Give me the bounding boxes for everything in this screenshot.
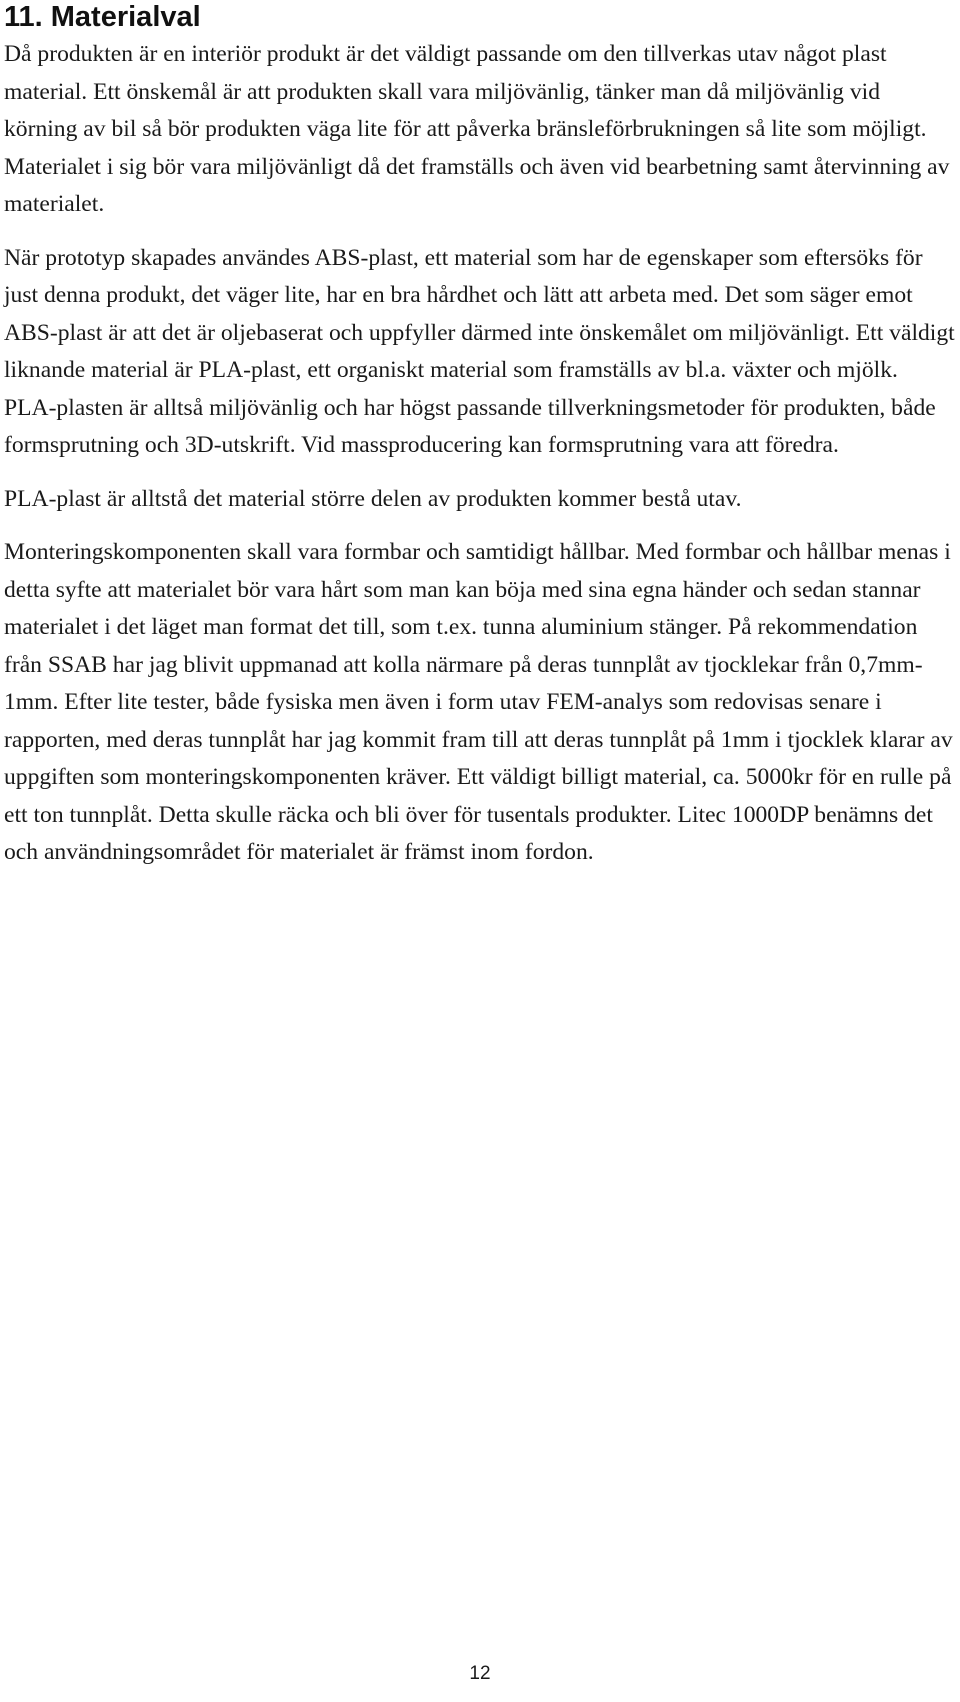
paragraph-materialval-intro: Då produkten är en interiör produkt är det väldigt passande om den tillverkas utav något plast material. Ett önskemål är att produkten skall vara miljövänlig, tänker man då miljövänlig vid körning av bil så bör produkten väga lite för att påverka bränsleförbrukningen så lite som möjligt. Materialet i sig bör vara miljövänligt då det framställs och även vid bearbetning samt återvinning av materialet. (4, 41, 950, 217)
paragraph-prototype-abs-pla: När prototyp skapades användes ABS-plast, ett material som har de egenskaper som eftersöks för just denna produkt, det väger lite, har en bra hårdhet och lätt att arbeta med. Det som säger emot ABS-plast är att det är oljebaserat och uppfyller därmed inte önskemålet om miljövänligt. Ett väldigt liknande material är PLA-plast, ett organiskt material som framställs av bl.a. växter och mjölk. PLA-plasten är alltså miljövänlig och har högst passande tillverkningsmetoder för produkten, både formsprutning och 3D-utskrift. Vid massproducering kan formsprutning vara att föredra. (4, 244, 955, 458)
paragraph-pla-summary: PLA-plast är alltstå det material större delen av produkten kommer bestå utav. (4, 485, 742, 512)
section-heading: 11. Materialval (4, 1, 201, 33)
document-page (4, 0, 956, 872)
paragraph-monteringskomponent: Monteringskomponenten skall vara formbar och samtidigt hållbar. Med formbar och hållbar menas i detta syfte att materialet bör vara hårt som man kan böja med sina egna händer och sedan stannar materialet i det läget man format det till, som t.ex. tunna aluminium stänger. På rekommendation från SSAB har jag blivit uppmanad att kolla närmare på deras tunnplåt av tjocklekar från 0,7mm-1mm. Efter lite tester, både fysiska men även i form utav FEM-analys som redovisas senare i rapporten, med deras tunnplåt har jag kommit fram till att deras tunnplåt på 1mm i tjocklek klarar av uppgiften som monteringskomponenten kräver. Ett väldigt billigt material, ca. 5000kr för en rulle på ett ton tunnplåt. Detta skulle räcka och bli över för tusentals produkter. Litec 1000DP benämns det och användningsområdet för materialet är främst inom fordon. (4, 539, 953, 865)
page-number: 12 (469, 1663, 491, 1684)
